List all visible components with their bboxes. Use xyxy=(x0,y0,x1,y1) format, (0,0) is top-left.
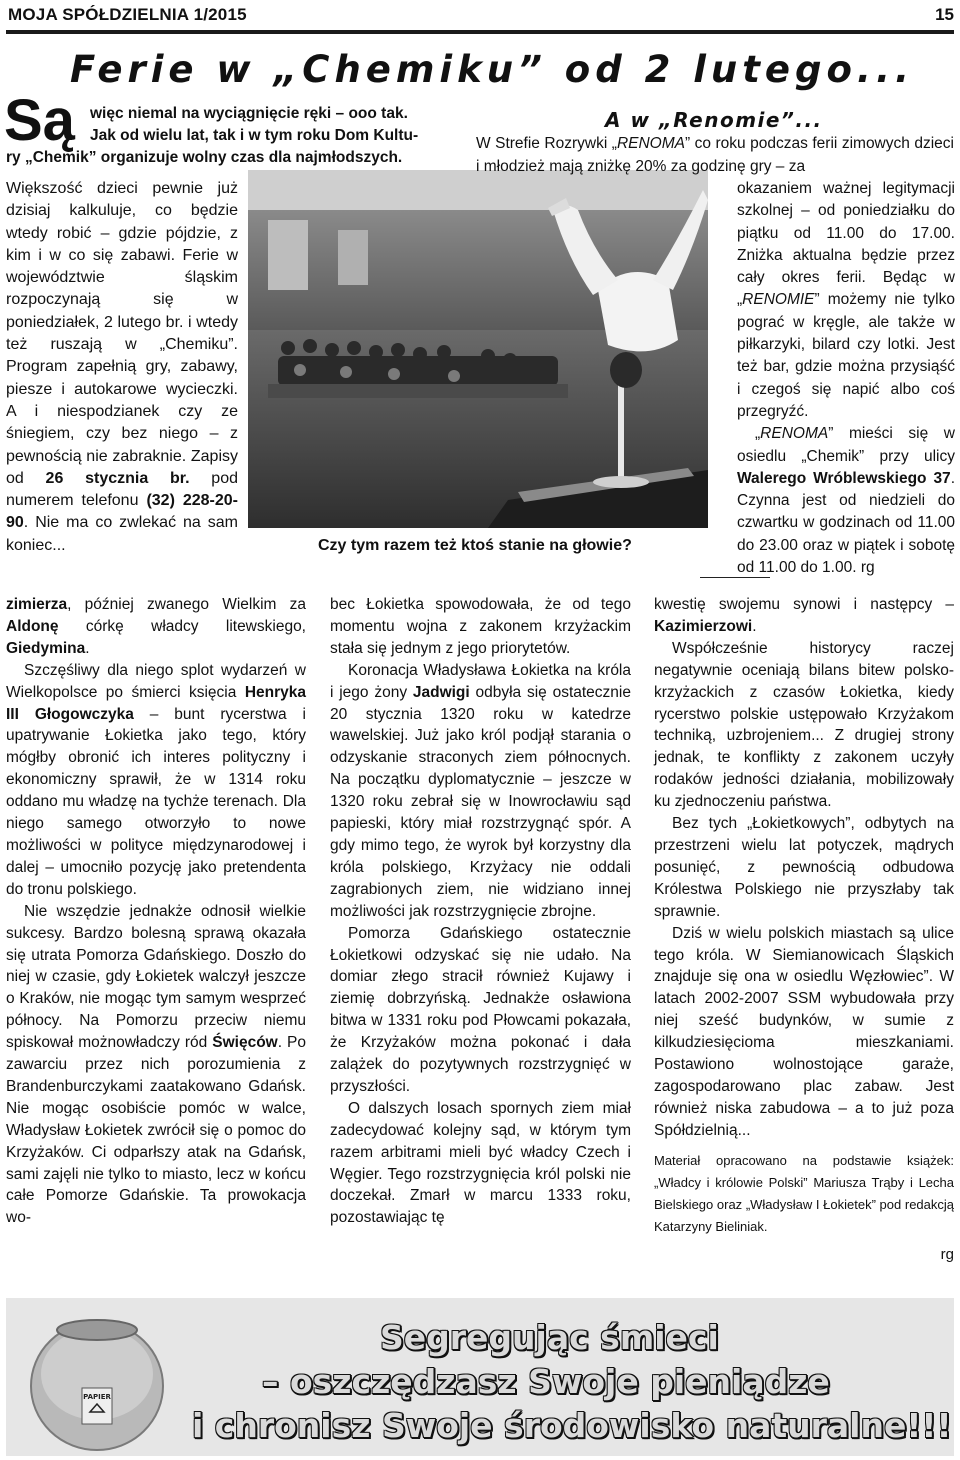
bold-name: Jadwigi xyxy=(412,683,470,701)
renomie-intro xyxy=(476,132,954,178)
text: kwestię swojemu synowi i następcy – xyxy=(654,596,954,613)
paragraph: Współcześnie historycy raczej negatywnie oceniają bilans bitew polsko-krzyżackich z czasów Łokietka, kiedy rycerstwo polskie ustępowało Krzyżakom techniką, uzbrojeniem... Z drugiej strony jednak, te konflikty z zakonem uczyły rodaków jedności działania, mobilizowały ku zjednoczeniu państwa. xyxy=(654,639,954,811)
lead-line-3: ry „Chemik” organizuje wolny czas dla najmłodszych. xyxy=(6,149,403,166)
renomie-top-b: ” co roku podczas ferii zimowych dzieci i młodzież mają zniżkę 20% za godzinę gry – za xyxy=(476,135,954,175)
bin-drawing xyxy=(22,1304,172,1454)
text: Nie wszędzie jednakże odnosił wielkie sukcesy. Bardzo bolesną sprawą okazała się utrata Pomorza Gdańskiego. Doszło do niej w czasie, gdy Łokietek walczył jeszcze o Kraków, nie mogąc tym samym wesprzeć północy. Na Pomorzu przeciw niemu spiskował możnowładczy ród xyxy=(6,902,306,1052)
lead-line-2: Jak od wielu lat, tak i w tym roku Dom Kultu- xyxy=(90,127,419,144)
text: . xyxy=(85,639,90,657)
paragraph: Bez tych „Łokietkowych”, odbytych na przestrzeni wielu lat potyczek, mądrych posunięć, z pewnością odbudowa Królestwa Polskiego nie przyszłaby tak sprawnie. xyxy=(654,815,954,920)
signup-date: 26 stycznia br. xyxy=(45,469,190,487)
paragraph xyxy=(654,594,954,638)
article-column-2 xyxy=(330,594,631,1229)
text: . Po zawarciu przez nich porozumienia z Brandenburczykami zaatakowano Gdańsk. Nie mogąc osobiście pomóc w walce, Władysław Łokietek zwrócił się o pomoc do Krzyżaków. Ci odparłszy atak na Gdańsk, sami zajęli nie tylko to miasto, lecz w końcu całe Pomorze Gdańskie. Ta prowokacja wo- xyxy=(6,1034,306,1227)
renomie-col-c2: ” mieści się w osiedlu „Chemik” przy ulicy xyxy=(737,425,955,465)
page-number: 15 xyxy=(935,5,954,24)
paragraph: bec Łokietka spowodowała, że od tego momentu wojna z zakonem krzyżackim stała się jednym z jego priorytetów. xyxy=(330,596,631,657)
headline: Ferie w „Chemiku” od 2 lutego... xyxy=(70,48,915,91)
article-column-1 xyxy=(6,594,306,1229)
intro-body xyxy=(6,178,238,557)
publication-title: MOJA SPÓŁDZIELNIA 1/2015 xyxy=(8,5,247,24)
section-divider xyxy=(700,577,770,578)
paragraph: Pomorza Gdańskiego ostatecznie Łokietkowi odzyskać się nie udało. Na domiar złego stracił również Kujawy i ziemię dobrzyńską. Jednakże osławiona bitwa w 1331 roku pod Płowcami pokazała, że Krzyżaków można pokonać i dała zalążek do pozytywnych rozstrzygnięć w przyszłości. xyxy=(330,924,631,1095)
paragraph xyxy=(330,660,631,923)
renomie-name-2: RENOMIE xyxy=(742,291,815,309)
paragraph: Dziś w wielu polskich miastach są ulice tego króla. W Siemianowicach Śląskich znajduje się ona w osiedlu Węzłowiec”. W latach 2002-2007 SSM wybudowała przy niej sześć budynków, w sumie z kilkudziesięcioma mieszkaniami. Postawiono wolnostojące garaże, zagospodarowano plac zabaw. Jest również niska zabudowa – a to już poza Spółdzielnią... xyxy=(654,924,954,1139)
paragraph xyxy=(6,901,306,1230)
text: Szczęśliwy dla niego splot wydarzeń w Wielkopolsce po śmierci księcia xyxy=(6,661,306,701)
renomie-top-a: W Strefie Rozrywki „ xyxy=(476,135,617,152)
intro-text-a: Większość dzieci pewnie już dzisiaj kalkuluje, co będzie wtedy robić – gdzie pójdzie, z kim i w co się zabawi. Ferie w województwie śląskim rozpoczynają się w poniedziałek, 2 lutego br. i wtedy też ruszają w „Chemiku”. Program zapełnią gry, zabawy, piesze i autokarowe wycieczki. A i niespodzianek czy ze śniegiem, czy bez niego – z pewnością nie zabraknie. Zapisy od xyxy=(6,180,238,487)
renomie-col-a: okazaniem ważnej legitymacji szkolnej – od poniedziałku do piątku od 11.00 do 17.00. Zniżka aktualna będzie przez cały okres ferii. Będąc w „ xyxy=(737,180,955,309)
banner-line-3: i chronisz Swoje środowisko naturalne!!! xyxy=(192,1406,952,1445)
bold-name: Giedymina xyxy=(6,639,86,657)
paragraph xyxy=(6,660,306,901)
renomie-body xyxy=(737,178,955,579)
photo-headstand xyxy=(248,170,708,528)
lead-paragraph xyxy=(6,103,472,169)
paragraph: O dalszych losach spornych ziem miał zadecydować kolejny sąd, w którym tym razem arbitrami mieli być władcy Czech i Węgier. Tego rozstrzygnięcia król polski nie doczekał. Zmarł w marcu 1333 roku, pozostawiając tę xyxy=(330,1099,631,1227)
renomie-address: Walerego Wróblewskiego 37 xyxy=(737,469,951,487)
bold-name: Kazimierzowi xyxy=(654,617,753,635)
text: córkę władcy litewskiego, xyxy=(58,617,306,635)
bin-label: PAPIER xyxy=(83,1393,111,1401)
text: , później zwanego Wielkim za xyxy=(67,596,306,613)
text: . xyxy=(752,617,757,635)
photo-caption: Czy tym razem też ktoś stanie na głowie? xyxy=(318,537,632,554)
renoma-name-3: RENOMA xyxy=(760,425,829,443)
phone-number: (32) 228-20-90 xyxy=(6,492,238,532)
text: – bunt rycerstwa i upatrywanie Łokietka jako tego, który mógłby obronić ich interes polityczny i ekonomiczny sprawił, że w 1314 roku oddano mu władzę na tychże terenach. Dla niego samego otworzyło to nowe możliwości w polityce międzynarodowej i dalej – umocniło pozycję jako pretendenta do tronu polskiego. xyxy=(6,705,306,898)
renomie-col-b: ” możemy nie tylko pograć w kręgle, ale także w piłkarzyki, bilard czy lotki. Jest też bar, gdzie można przysiąść i czegoś się napić albo coś przegryźć. xyxy=(737,291,955,420)
banner-line-2: – oszczędzasz Swoje pieniądze xyxy=(262,1362,830,1401)
renomie-col-d: . Czynna jest od niedzieli do czwartku w godzinach od 11.00 do 23.00 oraz w piątek i sobotę od 11.00 do 1.00. rg xyxy=(737,469,955,577)
bold-name: Aldonę xyxy=(6,617,59,635)
bold-name: zimierza xyxy=(6,596,68,613)
recycling-bin-icon xyxy=(22,1304,172,1454)
author-signature: rg xyxy=(940,1245,954,1263)
drop-cap: Są xyxy=(4,88,75,153)
text: Koronacja Władysława Łokietka na króla i jego żony xyxy=(330,661,631,701)
banner-line-1: Segregując śmieci xyxy=(380,1318,719,1357)
intro-text-c: . Nie ma co zwlekać na sam koniec... xyxy=(6,514,238,554)
article-column-3 xyxy=(654,594,954,1266)
renomie-title: A w „Renomie”... xyxy=(605,108,823,132)
paragraph xyxy=(6,594,306,660)
intro-text-b: pod numerem telefonu xyxy=(6,469,238,510)
renomie-col-c1: „ xyxy=(755,425,761,443)
renoma-name: RENOMA xyxy=(616,135,685,152)
sources-note: Materiał opracowano na podstawie książek: „Władcy i królowie Polski” Mariusza Trąby i Lecha Bielskiego oraz „Władysław I Łokietek” pod redakcją Katarzyny Bieliniak. xyxy=(654,1152,954,1234)
text: odbyła się ostatecznie 20 stycznia 1320 roku w katedrze wawelskiej. Już jako król podjął starania o odzyskanie straconych ziem północnych. Na początku dyplomatycznie – jeszcze w 1320 roku zebrał się w Inowrocławiu sąd papieski, który miał rozstrzygnąć spór. A gdy mimo tego, że wyrok był korzystny dla króla polskiego, Krzyżacy nie oddali zagrabionych ziem, nie widziano innej możliwości jak rozstrzygnięcie zbrojne. xyxy=(330,683,631,920)
photo-illustration xyxy=(248,170,708,528)
lead-line-1: więc niemal na wyciągnięcie ręki – ooo tak. xyxy=(90,105,408,122)
bold-name: Henryka III Głogowczyka xyxy=(6,683,306,723)
header-rule xyxy=(6,30,954,34)
bold-name: Święców xyxy=(212,1034,278,1052)
